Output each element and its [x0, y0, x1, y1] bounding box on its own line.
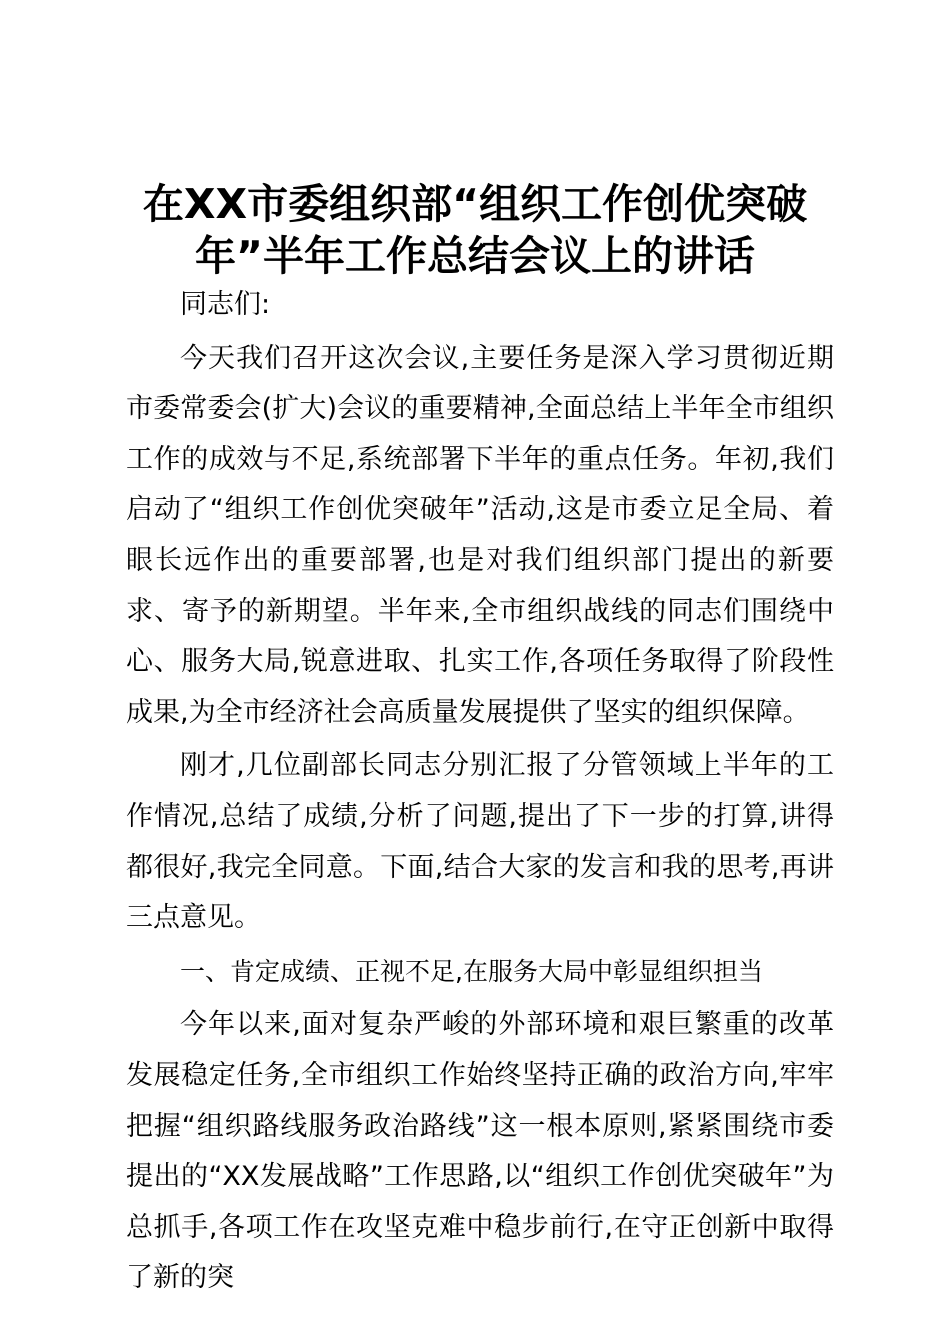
paragraph-2: 刚才,几位副部长同志分别汇报了分管领域上半年的工作情况,总结了成绩,分析了问题,提出了下一步的打算,讲得都很好,我完全同意。下面,结合大家的发言和我的思考,再讲三点意见。 [126, 750, 834, 934]
paragraph-1: 今天我们召开这次会议,主要任务是深入学习贯彻近期市委常委会(扩大)会议的重要精神,全面总结上半年全市组织工作的成效与不足,系统部署下半年的重点任务。年初,我们启动了“组织工作创优突破年”活动,这是市委立足全局、着眼长远作出的重要部署,也是对我们组织部门提出的新要求、寄予的新期望。半年来,全市组织战线的同志们围绕中心、服务大局,锐意进取、扎实工作,各项任务取得了阶段性成果,为全市经济社会高质量发展提供了坚实的组织保障。 [126, 342, 834, 728]
document-body [126, 280, 834, 1304]
section-paragraph: 今年以来,面对复杂严峻的外部环境和艰巨繁重的改革发展稳定任务,全市组织工作始终坚持正确的政治方向,牢牢把握“组织路线服务政治路线”这一根本原则,紧紧围绕市委提出的“XX发展战略”工作思路,以“组织工作创优突破年”为总抓手,各项工作在攻坚克难中稳步前行,在守正创新中取得了新的突 [126, 1009, 834, 1294]
title-line-1: 在XX市委组织部“组织工作创优突破 [142, 180, 808, 228]
title-line-2: 年”半年工作总结会议上的讲话 [195, 232, 755, 280]
section-heading: 一、肯定成绩、正视不足,在服务大局中彰显组织担当 [180, 956, 763, 986]
document-title [110, 178, 840, 282]
salutation: 同志们: [180, 289, 271, 320]
